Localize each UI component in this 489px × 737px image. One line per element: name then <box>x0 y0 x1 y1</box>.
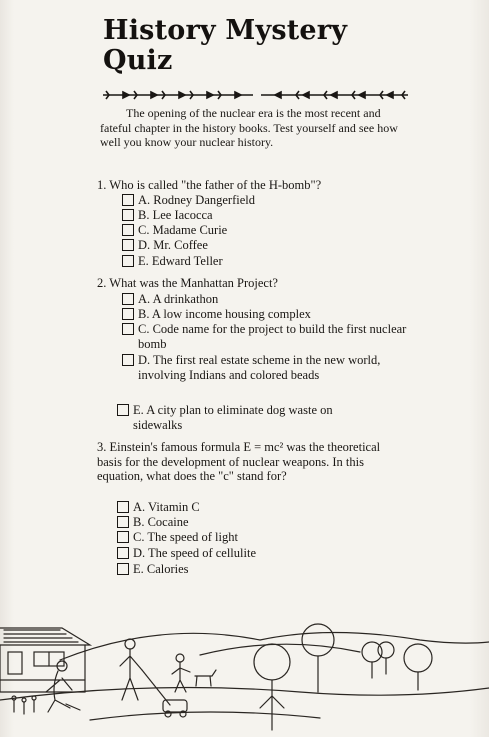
option-label: A. Rodney Dangerfield <box>138 193 255 207</box>
page-title: History Mystery Quiz <box>103 15 348 76</box>
option-label: D. Mr. Coffee <box>138 238 208 252</box>
question-3: 3. Einstein's famous formula E = mc² was the theoretical basis for the development of nuclear weapons. In this equation, what does the "c" stand for? <box>97 440 381 483</box>
checkbox[interactable] <box>117 563 129 575</box>
question-1: 1. Who is called "the father of the H-bomb"? <box>97 178 322 192</box>
checkbox[interactable] <box>117 516 129 528</box>
option-label: B. Cocaine <box>133 515 189 529</box>
checkbox[interactable] <box>122 224 134 236</box>
question-1-option-a[interactable] <box>122 193 422 208</box>
option-label: C. Madame Curie <box>138 223 228 237</box>
question-3-option-b[interactable] <box>117 515 417 530</box>
person-icon <box>125 639 135 649</box>
option-label: B. A low income housing complex <box>138 307 311 321</box>
checkbox[interactable] <box>122 255 134 267</box>
question-2: 2. What was the Manhattan Project? <box>97 276 278 290</box>
question-1-option-d[interactable] <box>122 238 422 253</box>
question-3-option-e[interactable] <box>117 562 417 577</box>
arrow-divider <box>103 88 408 102</box>
question-2-option-b[interactable] <box>122 307 422 322</box>
option-label: B. Lee Iacocca <box>138 208 213 222</box>
option-label: C. The speed of light <box>133 530 238 544</box>
option-label: E. Edward Teller <box>138 254 223 268</box>
option-label: E. Calories <box>133 562 189 576</box>
question-2-option-c[interactable] <box>122 322 412 351</box>
checkbox[interactable] <box>122 323 134 335</box>
checkbox[interactable] <box>117 501 129 513</box>
checkbox[interactable] <box>122 209 134 221</box>
question-1-option-c[interactable] <box>122 223 422 238</box>
question-3-option-d[interactable] <box>117 546 417 561</box>
checkbox[interactable] <box>122 308 134 320</box>
question-1-option-e[interactable] <box>122 254 422 269</box>
checkbox[interactable] <box>122 354 134 366</box>
option-label: C. Code name for the project to build the first nuclear bomb <box>138 322 407 351</box>
question-2-option-e[interactable] <box>117 403 382 432</box>
checkbox[interactable] <box>122 293 134 305</box>
option-label: A. Vitamin C <box>133 500 200 514</box>
checkbox[interactable] <box>117 404 129 416</box>
checkbox[interactable] <box>117 531 129 543</box>
question-2-option-d[interactable] <box>122 353 392 382</box>
question-3-option-a[interactable] <box>117 500 417 515</box>
intro-paragraph: The opening of the nuclear era is the most recent and fateful chapter in the history books. Test yourself and see how well you know your nuclear history. <box>100 106 398 149</box>
option-label: E. A city plan to eliminate dog waste on sidewalks <box>133 403 333 432</box>
question-3-option-c[interactable] <box>117 530 417 545</box>
suburban-scene-illustration <box>0 600 489 737</box>
option-label: A. A drinkathon <box>138 292 219 306</box>
checkbox[interactable] <box>122 239 134 251</box>
question-1-option-b[interactable] <box>122 208 422 223</box>
checkbox[interactable] <box>117 547 129 559</box>
checkbox[interactable] <box>122 194 134 206</box>
option-label: D. The speed of cellulite <box>133 546 256 560</box>
tree-icon <box>302 624 334 656</box>
option-label: D. The first real estate scheme in the new world, involving Indians and colored beads <box>138 353 381 382</box>
question-2-option-a[interactable] <box>122 292 422 307</box>
